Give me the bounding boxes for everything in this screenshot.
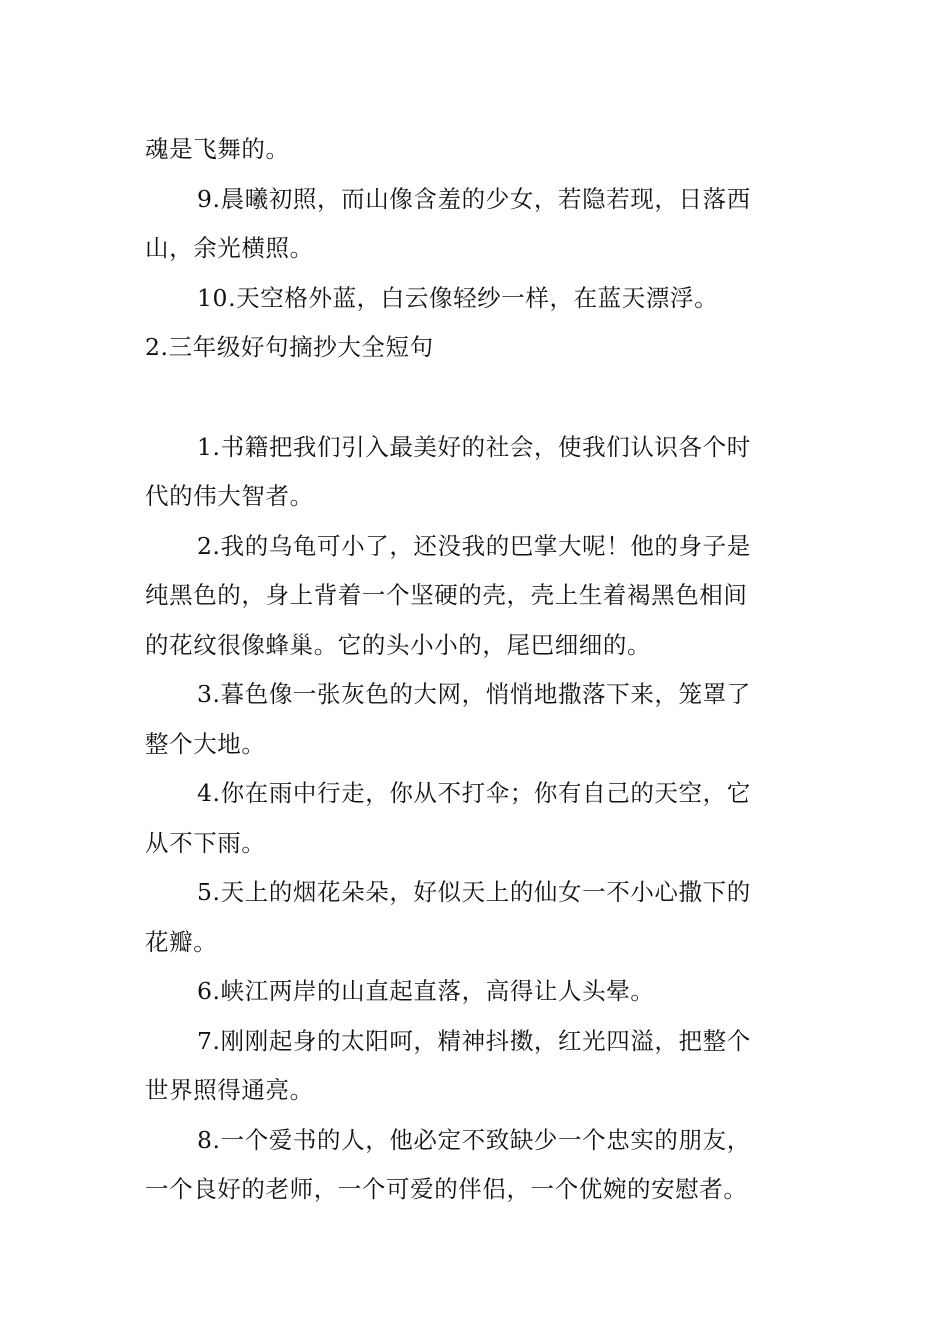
text-line: 7.刚刚起身的太阳呵，精神抖擞，红光四溢，把整个: [197, 1026, 751, 1055]
text-line: 8.一个爱书的人，他必定不致缺少一个忠实的朋友，: [197, 1125, 751, 1154]
text-line: 4.你在雨中行走，你从不打伞；你有自己的天空，它: [197, 779, 751, 807]
text-line: 魂是飞舞的。: [145, 135, 290, 163]
text-line: 纯黑色的，身上背着一个坚硬的壳，壳上生着褐黑色相间: [145, 581, 748, 609]
section-gap: [145, 373, 805, 423]
text-line: 一个良好的老师，一个可爱的伴侣，一个优婉的安慰者。: [145, 1175, 748, 1203]
text-line: 世界照得通亮。: [145, 1076, 314, 1104]
text-line: 的花纹很像蜂巢。它的头小小的，尾巴细细的。: [145, 630, 652, 659]
section-heading: 2.三年级好句摘抄大全短句: [145, 333, 434, 361]
text-line: 1.书籍把我们引入最美好的社会，使我们认识各个时: [197, 432, 751, 461]
text-line: 9.晨曦初照，而山像含羞的少女，若隐若现，日落西: [197, 184, 751, 213]
text-line: 5.天上的烟花朵朵，好似天上的仙女一不小心撒下的: [197, 878, 751, 906]
text-line: 3.暮色像一张灰色的大网，悄悄地撒落下来，笼罩了: [197, 680, 751, 708]
text-line: 6.峡江两岸的山直起直落，高得让人头晕。: [197, 977, 655, 1005]
document-text: [145, 125, 805, 1215]
text-line: 山，余光横照。: [145, 234, 314, 262]
text-line: 2.我的乌龟可小了，还没我的巴掌大呢！他的身子是: [197, 531, 751, 560]
text-line: 整个大地。: [145, 729, 266, 758]
text-line: 代的伟大智者。: [145, 482, 314, 510]
text-line: 10.天空格外蓝，白云像轻纱一样，在蓝天漂浮。: [197, 283, 719, 312]
text-line: 从不下雨。: [145, 828, 266, 857]
text-line: 花瓣。: [145, 927, 218, 956]
